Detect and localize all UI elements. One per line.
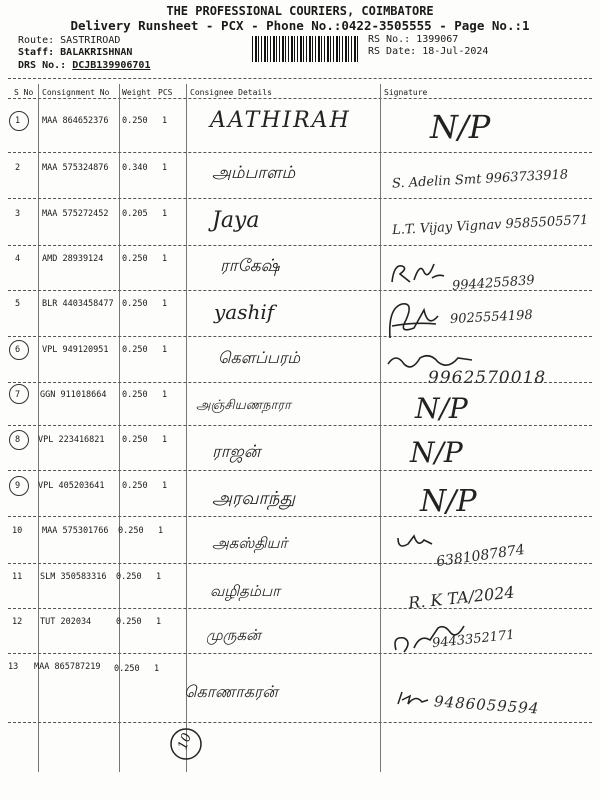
consignee-handwriting: கௌப்பரம் bbox=[218, 348, 301, 367]
signature-handwriting: N/P bbox=[420, 484, 477, 519]
row-pcs: 1 bbox=[162, 254, 168, 264]
circled-count-number: 10 bbox=[175, 731, 196, 752]
signature-handwriting: N/P bbox=[430, 108, 491, 146]
row-sno: 3 bbox=[15, 209, 21, 219]
row-sno: 2 bbox=[15, 163, 21, 173]
consignee-handwriting: அஞ்சியணநாரா bbox=[196, 398, 291, 413]
rs-no-line bbox=[368, 34, 458, 45]
consignee-handwriting: முருகன் bbox=[206, 626, 261, 644]
row-consignment: VPL 223416821 bbox=[38, 435, 105, 445]
signature-handwriting: L.T. Vijay Vignav 9585505571 bbox=[391, 212, 589, 239]
consignee-handwriting: ராஜன் bbox=[212, 442, 261, 462]
rs-no-label: RS No.: bbox=[368, 34, 411, 45]
row-sno: 8 bbox=[15, 435, 21, 445]
drs-label: DRS No.: bbox=[18, 60, 67, 71]
row-pcs: 1 bbox=[162, 390, 168, 400]
row-pcs: 1 bbox=[162, 209, 168, 219]
row-consignment: MAA 865787219 bbox=[34, 662, 101, 672]
row-consignment: AMD 28939124 bbox=[42, 254, 104, 264]
consignee-handwriting: கொணாகரன் bbox=[184, 682, 278, 701]
row-pcs: 1 bbox=[156, 572, 162, 582]
row-weight: 0.250 bbox=[122, 299, 148, 309]
row-sno: 9 bbox=[15, 481, 21, 491]
row-weight: 0.250 bbox=[122, 435, 148, 445]
consignee-handwriting: அரவாந்து bbox=[212, 488, 296, 509]
row-consignment: MAA 575272452 bbox=[42, 209, 109, 219]
signature-handwriting: 6381087874 bbox=[435, 541, 526, 571]
row-sno: 12 bbox=[12, 617, 23, 627]
signature-handwriting: R. K TA/2024 bbox=[407, 582, 516, 613]
col-header-consignee: Consignee Details bbox=[190, 88, 272, 97]
row-sno: 7 bbox=[15, 390, 21, 400]
row-weight: 0.250 bbox=[122, 254, 148, 264]
row-pcs: 1 bbox=[162, 345, 168, 355]
row-rule bbox=[8, 336, 592, 337]
route-value: SASTRIROAD bbox=[60, 35, 121, 46]
row-weight: 0.250 bbox=[122, 345, 148, 355]
row-rule bbox=[8, 516, 592, 517]
row-rule bbox=[8, 245, 592, 246]
row-pcs: 1 bbox=[162, 435, 168, 445]
row-sno: 6 bbox=[15, 345, 21, 355]
row-rule bbox=[8, 722, 592, 723]
row-pcs: 1 bbox=[154, 664, 160, 674]
row-rule bbox=[8, 152, 592, 153]
barcode-graphic bbox=[252, 36, 360, 62]
rs-date-label: RS Date: bbox=[368, 46, 417, 57]
col-header-sno: S No bbox=[14, 88, 34, 97]
header-rule-bottom bbox=[8, 98, 592, 99]
signature-handwriting: 9443352171 bbox=[431, 627, 516, 652]
col-header-signature: Signature bbox=[384, 88, 428, 97]
signature-scribble bbox=[388, 258, 448, 288]
row-sno: 13 bbox=[8, 662, 19, 672]
route-line bbox=[18, 35, 120, 46]
signature-scribble bbox=[384, 298, 444, 344]
signature-scribble bbox=[394, 530, 434, 552]
drs-value: DCJB139906701 bbox=[72, 60, 151, 71]
route-label: Route: bbox=[18, 35, 55, 46]
signature-handwriting: 9962570018 bbox=[428, 368, 547, 388]
row-consignment: MAA 575301766 bbox=[42, 526, 109, 536]
row-rule bbox=[8, 563, 592, 564]
signature-handwriting: S. Adelin Smt 9963733918 bbox=[391, 167, 569, 192]
row-consignment: MAA 575324876 bbox=[42, 163, 109, 173]
row-sno: 11 bbox=[12, 572, 23, 582]
row-weight: 0.250 bbox=[116, 572, 142, 582]
consignee-handwriting: ராகேஷ் bbox=[220, 256, 280, 276]
consignee-handwriting: அகஸ்தியர் bbox=[212, 534, 288, 552]
row-rule bbox=[8, 608, 592, 609]
rs-no-value: 1399067 bbox=[416, 34, 459, 45]
row-pcs: 1 bbox=[162, 163, 168, 173]
staff-label: Staff: bbox=[18, 47, 55, 58]
row-weight: 0.250 bbox=[118, 526, 144, 536]
consignee-handwriting: yashif bbox=[214, 300, 275, 324]
row-consignment: VPL 405203641 bbox=[38, 481, 105, 491]
consignee-handwriting: AATHIRAH bbox=[210, 108, 351, 133]
col-header-consignment: Consignment No bbox=[42, 88, 110, 97]
signature-handwriting: N/P bbox=[415, 392, 468, 425]
row-weight: 0.250 bbox=[116, 617, 142, 627]
rs-date-value: 18-Jul-2024 bbox=[422, 46, 489, 57]
row-rule bbox=[8, 653, 592, 654]
rs-date-line bbox=[368, 46, 488, 57]
row-weight: 0.205 bbox=[122, 209, 148, 219]
drs-line bbox=[18, 60, 150, 71]
col-divider bbox=[186, 84, 187, 772]
row-pcs: 1 bbox=[162, 481, 168, 491]
col-divider bbox=[380, 84, 381, 772]
consignee-handwriting: அம்பாளம் bbox=[212, 163, 296, 183]
row-consignment: TUT 202034 bbox=[40, 617, 92, 627]
row-sno: 1 bbox=[15, 116, 21, 126]
signature-scribble bbox=[396, 690, 430, 708]
signature-handwriting: 9025554198 bbox=[449, 307, 534, 328]
row-weight: 0.340 bbox=[122, 163, 148, 173]
row-pcs: 1 bbox=[158, 526, 164, 536]
row-consignment: MAA 864652376 bbox=[42, 116, 109, 126]
row-pcs: 1 bbox=[162, 116, 168, 126]
row-weight: 0.250 bbox=[114, 664, 140, 674]
staff-value: BALAKRISHNAN bbox=[60, 47, 133, 58]
signature-handwriting: 9486059594 bbox=[433, 692, 540, 718]
row-sno: 5 bbox=[15, 299, 21, 309]
row-consignment: BLR 4403458477 bbox=[42, 299, 114, 309]
signature-handwriting: 9944255839 bbox=[451, 273, 536, 294]
row-consignment: VPL 949120951 bbox=[42, 345, 109, 355]
row-consignment: SLM 350583316 bbox=[40, 572, 107, 582]
col-header-pcs: PCS bbox=[158, 88, 173, 97]
row-pcs: 1 bbox=[156, 617, 162, 627]
signature-handwriting: N/P bbox=[410, 436, 463, 469]
row-pcs: 1 bbox=[162, 299, 168, 309]
row-rule bbox=[8, 425, 592, 426]
row-weight: 0.250 bbox=[122, 481, 148, 491]
row-weight: 0.250 bbox=[122, 390, 148, 400]
company-title: THE PROFESSIONAL COURIERS, COIMBATORE bbox=[166, 4, 434, 18]
staff-line bbox=[18, 47, 132, 58]
row-weight: 0.250 bbox=[122, 116, 148, 126]
row-sno: 10 bbox=[12, 526, 23, 536]
row-sno: 4 bbox=[15, 254, 21, 264]
consignee-handwriting: வழிதம்பா bbox=[210, 582, 280, 600]
row-consignment: GGN 911018664 bbox=[40, 390, 107, 400]
consignee-handwriting: Jaya bbox=[212, 208, 260, 233]
header-rule-top bbox=[8, 78, 592, 79]
row-rule bbox=[8, 470, 592, 471]
col-header-weight: Weight bbox=[122, 88, 151, 97]
row-rule bbox=[8, 198, 592, 199]
runsheet-title: Delivery Runsheet - PCX - Phone No.:0422-3505555 - Page No.:1 bbox=[70, 18, 530, 33]
